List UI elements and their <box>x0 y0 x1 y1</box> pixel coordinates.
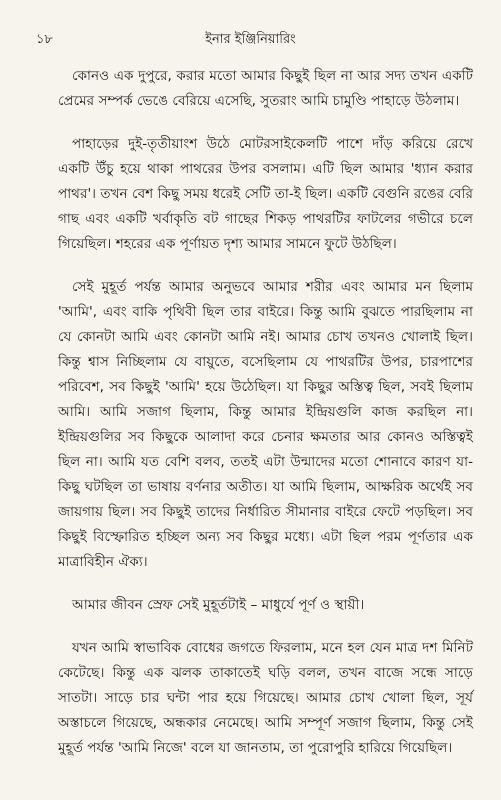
paragraph-5: যখন আমি স্বাভাবিক বোধের জগতে ফিরলাম, মনে হল যেন মাত্র দশ মিনিট কেটেছে। কিন্তু এক ঝলক তাকাতেই ঘড়ি বলল, তখন বাজে সন্ধে সাড়ে সাতটা। সাড়ে চার ঘন্টা পার হয়ে গিয়েছে। আমার চোখ খোলা ছিল, সূর্য অস্তাচলে গিয়েছে, অন্ধকার নেমেছে। আমি সম্পূর্ণ সজাগ ছিলাম, কিন্তু সেই মুহূর্ত পর্যন্ত 'আমি নিজে' বলে যা জানতাম, তা পুরোপুরি হারিয়ে গিয়েছিল। <box>58 640 473 756</box>
page-header <box>0 30 501 50</box>
paragraph-2: পাহাড়ের দুই-তৃতীয়াংশ উঠে মোটরসাইকেলটি পাশে দাঁড় করিয়ে রেখে একটি উঁচু হয়ে থাকা পাথরের উপর বসলাম। এটি ছিল আমার 'ধ্যান করার পাথর'। তখন বেশ কিছু সময় ধরেই সেটি তা-ই ছিল। একটি বেগুনি রঙের বেরি গাছ এবং একটি খর্বাকৃতি বট গাছের শিকড় পাথরটির ফাটলের গভীরে চলে গিয়েছিল। শহরের এক পূর্ণায়ত দৃশ্য আমার সামনে ফুটে উঠছিল। <box>58 136 473 252</box>
paragraph-1: কোনও এক দুপুরে, করার মতো আমার কিছুই ছিল না আর সদ্য তখন একটি প্রেমের সম্পর্ক ভেঙে বেরিয়ে এসেছি, সুতরাং আমি চামুণ্ডি পাহাড়ে উঠলাম। <box>58 68 473 109</box>
page-number: ১৮ <box>36 32 53 47</box>
page-body <box>58 64 473 779</box>
paragraph-4: আমার জীবন স্রেফ সেই মুহূর্তটাই – মাধুর্যে পূর্ণ ও স্থায়ী। <box>72 597 365 613</box>
running-title: ইনার ইঞ্জিনিয়ারিং <box>205 32 296 47</box>
paragraph-3: সেই মুহূর্ত পর্যন্ত আমার অনুভবে আমার শরীর এবং আমার মন ছিলাম 'আমি', এবং বাকি পৃথিবী ছিল তার বাইরে। কিন্তু আমি বুঝতে পারছিলাম না যে কোনটা আমি এবং কোনটা আমি নই। আমার চোখ তখনও খোলাই ছিল। কিন্তু শ্বাস নিচ্ছিলাম যে বায়ুতে, বসেছিলাম যে পাথরটির উপর, চারপাশের পরিবেশ, সব কিছুই 'আমি' হয়ে উঠেছিল। যা কিছুর অস্তিত্ব ছিল, সবই ছিলাম আমি। আমি সজাগ ছিলাম, কিন্তু আমার ইন্দ্রিয়গুলি কাজ করছিল না। ইন্দ্রিয়গুলির সব কিছুকে আলাদা করে চেনার ক্ষমতার আর কোনও অস্তিত্বই ছিল না। আমি যত বেশি বলব, ততই এটা উন্মাদের মতো শোনাবে কারণ যা-কিছু ঘটছিল তা ভাষায় বর্ণনার অতীত। যা আমি ছিলাম, আক্ষরিক অর্থেই সব জায়গায় ছিল। সব কিছুই তাদের নির্ধারিত সীমানার বাইরে ফেটে পড়ছিল। সব কিছুই বিস্ফোরিত হচ্ছিল অন্য সব কিছুর মধ্যে। এটা ছিল পরম পূর্ণতার এক মাত্রাবিহীন ঐক্য। <box>58 279 473 570</box>
